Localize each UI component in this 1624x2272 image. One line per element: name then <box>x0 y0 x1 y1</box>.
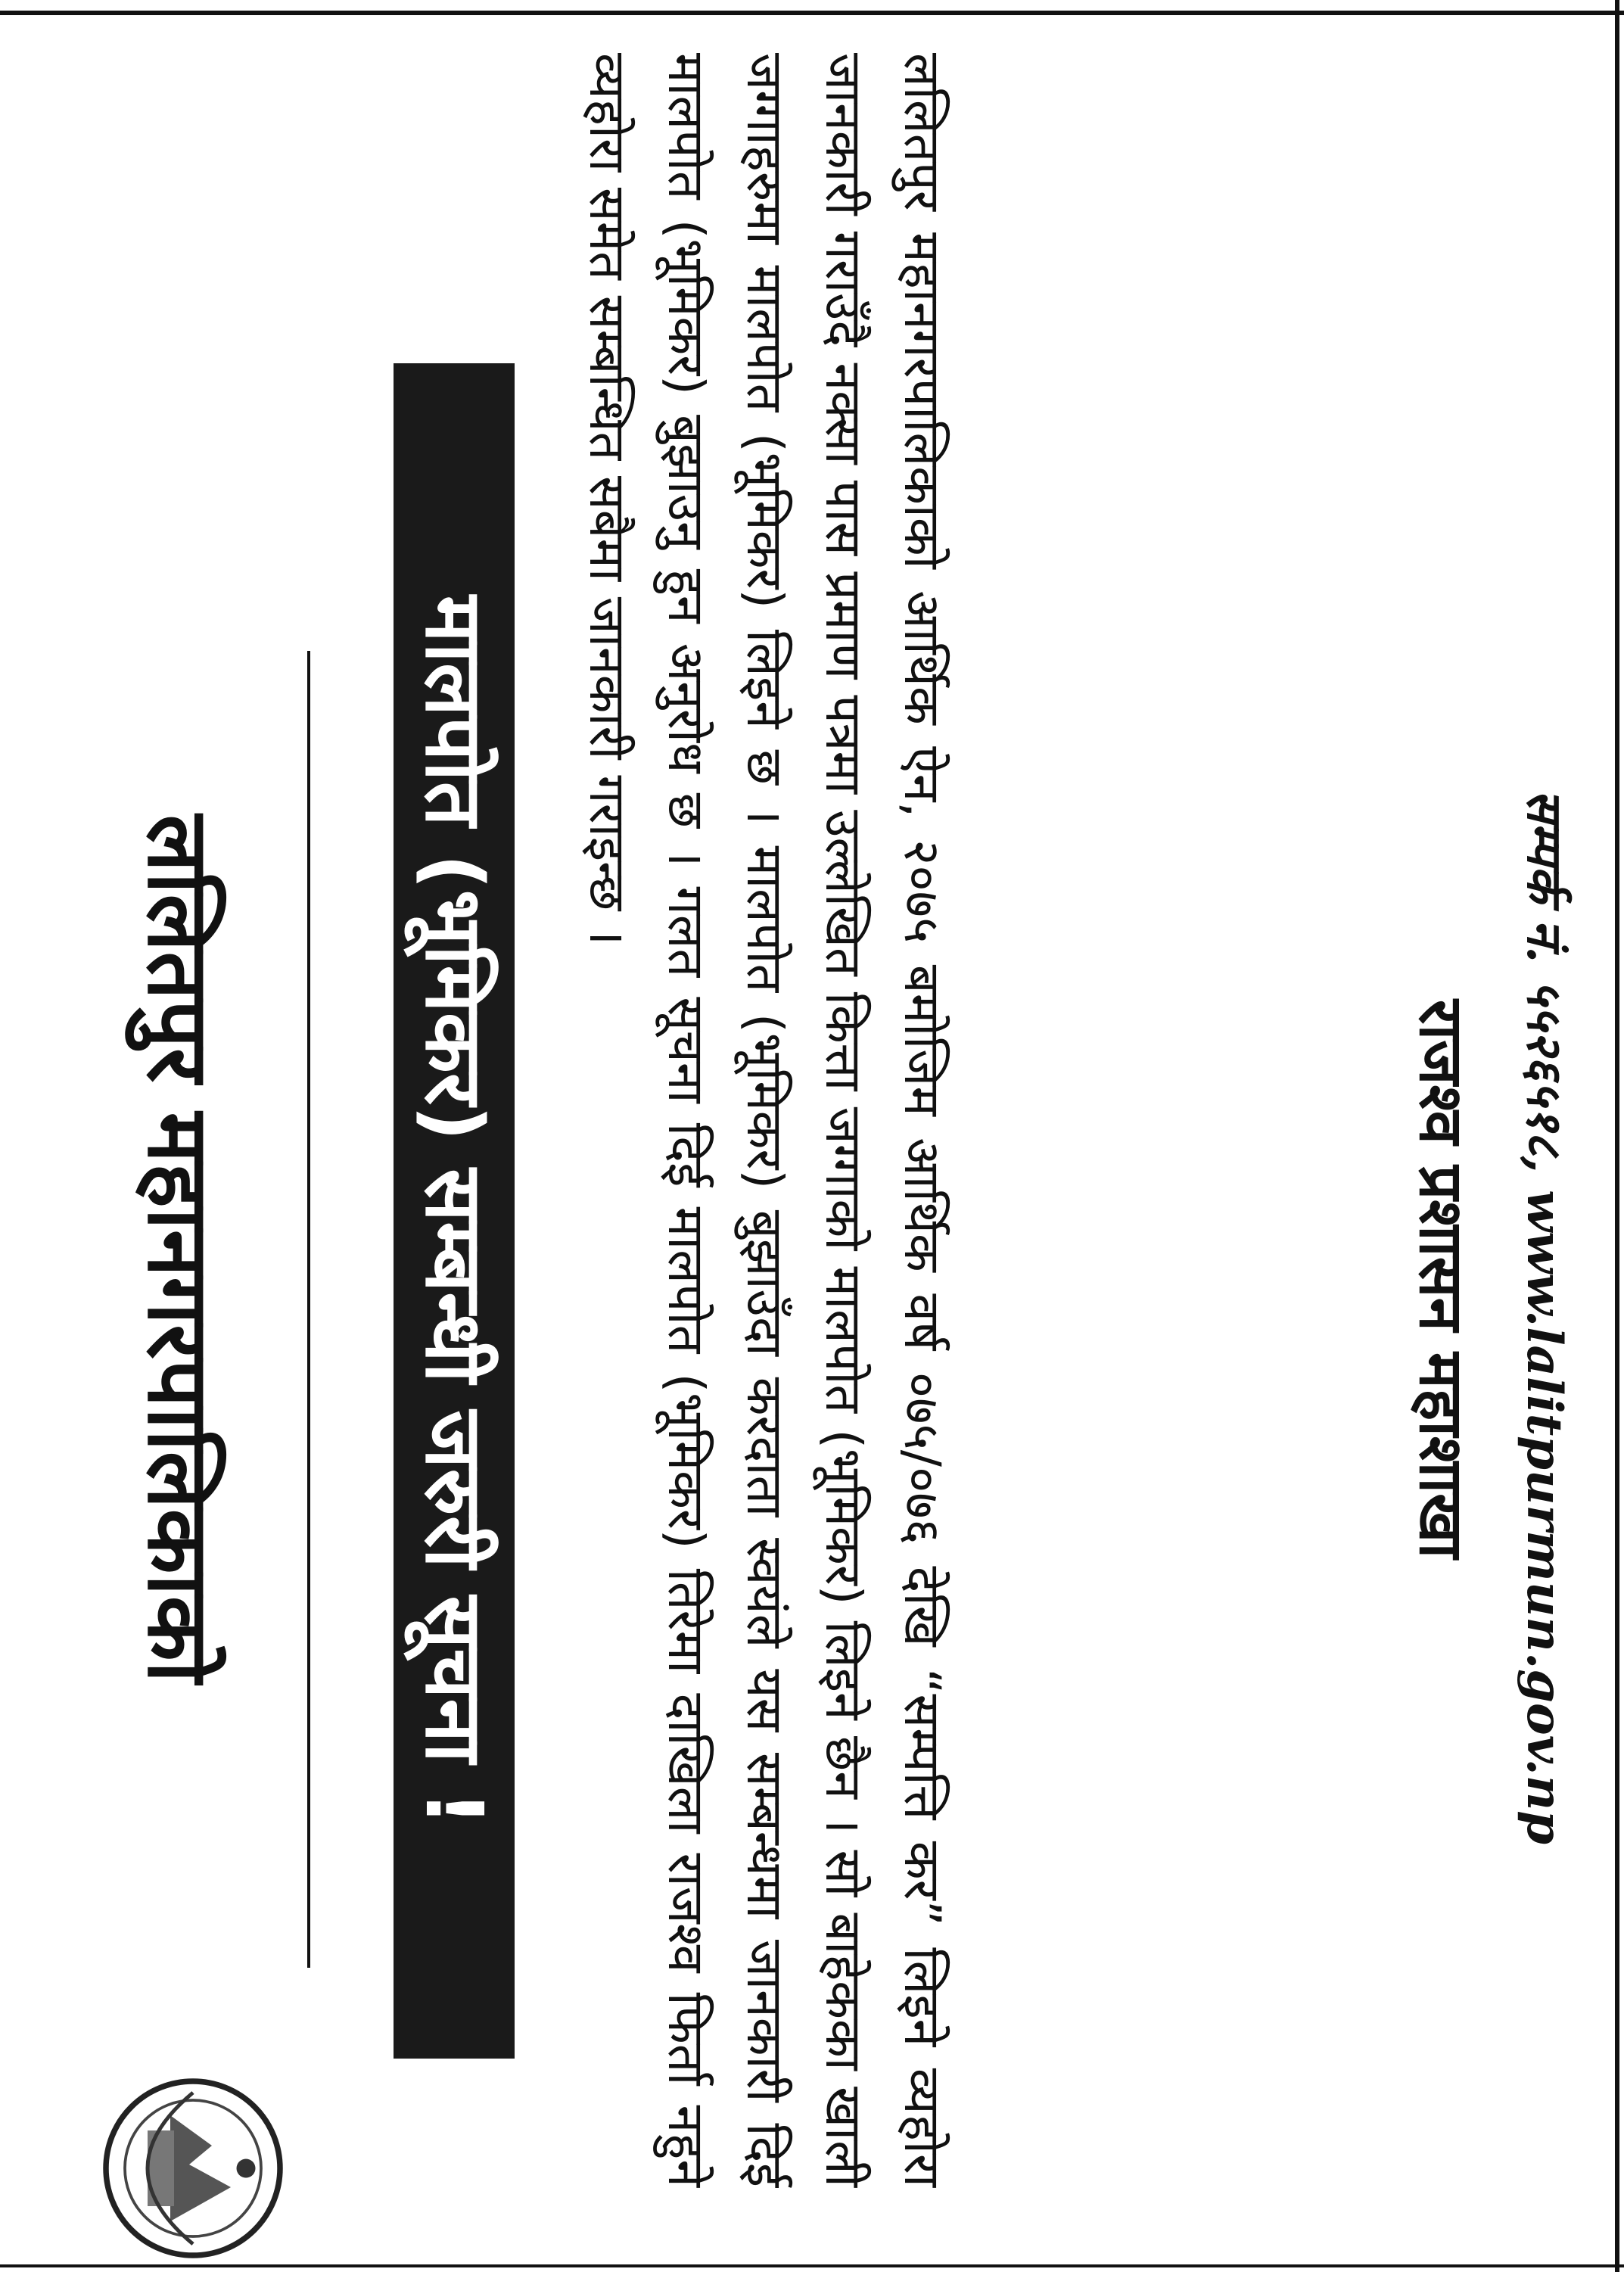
scan-border-top <box>0 11 1624 15</box>
notice-heading: ललितपुर महानगरपालिकाको <box>129 814 228 1683</box>
notice-body <box>568 53 1355 2187</box>
scan-border-right <box>1615 0 1619 2272</box>
municipality-emblem-icon <box>98 2074 288 2263</box>
notice-banner: मालपोत (भूमिकर) सम्बन्धी जरुरी सूचना ! <box>394 363 515 2059</box>
scan-border-bottom <box>0 2264 1624 2267</box>
notice-body-paragraph: ललितपुर महानगरपालिकाको आर्थिक ऐन, २०७५ बमोजिम आर्थिक वर्ष ०७५/०७६ देखि “सम्पत्ति कर” लिइने व्यहोरा जानकारी गराउँदै नक्सा पास प्रमाण पत्रमा उल्लेखित कित्ता जग्गाको मालपोत (भूमिकर) लिइने छैन । सो बाहेकका खाली जग्गाहरुमा मालपोत (भूमिकर) लिइने छ । मालपोत (भूमिकर) बुझाउँदा करदाता स्वयंले यस सम्बन्धमा जानकारी दिई मालपोत (भूमिकर) बुझाउनु हुन अनुरोध छ । गलत सूचना दिई मालपोत (भूमिकर) तिरेमा दाखिला राजश्व फिर्ता नहुने व्यहोरा समेत सम्बन्धित सबैमा जानकारी गराइन्छ । <box>578 53 951 2187</box>
issuing-office: राजश्व प्रशासन महाशाखा <box>1406 999 1477 1559</box>
notice-page <box>53 30 1597 2225</box>
contact-info: सम्पर्क नं. ५५२६५१८, www.lalitpurmun.gov.np <box>1516 789 1573 1844</box>
heading-underline <box>307 651 310 1968</box>
